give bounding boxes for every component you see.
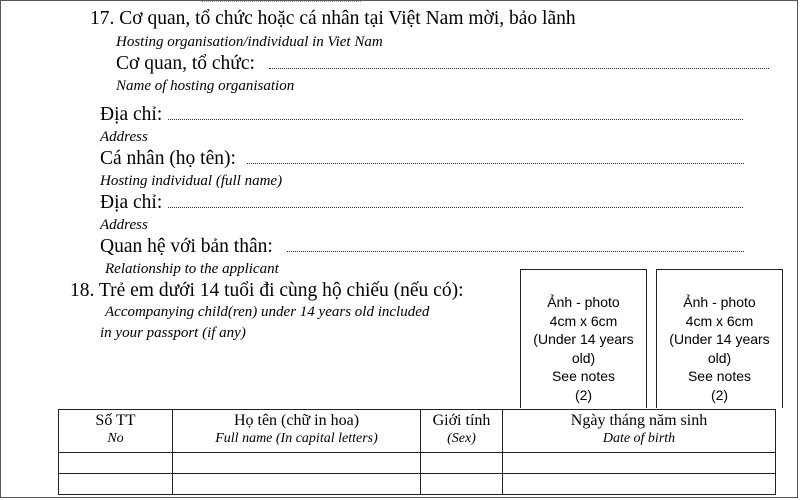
cell-date-of-birth[interactable] xyxy=(503,474,776,495)
cell-date-of-birth[interactable] xyxy=(503,453,776,474)
cell-full-name[interactable] xyxy=(173,453,421,474)
cell-full-name[interactable] xyxy=(173,474,421,495)
column-header-date-of-birth xyxy=(503,410,776,453)
item18-heading-en-line1: Accompanying child(ren) under 14 years old included xyxy=(105,304,430,320)
item18-heading: 18. Trẻ em dưới 14 tuổi đi cùng hộ chiếu (nếu có): xyxy=(70,280,464,301)
children-table xyxy=(58,409,776,495)
column-header-label: Số TT xyxy=(95,412,136,429)
column-header-full-name xyxy=(173,410,421,453)
column-header-label-en: Full name (In capital letters) xyxy=(215,431,378,446)
photo-label: Ảnh - photo xyxy=(683,294,756,310)
cell-no[interactable] xyxy=(59,474,173,495)
photo-see-notes: See notes xyxy=(551,368,616,384)
org-name-field[interactable] xyxy=(269,68,769,69)
individual-label-en: Hosting individual (full name) xyxy=(100,173,283,189)
photo-see-notes: See notes xyxy=(687,368,752,384)
photo-note-number: (2) xyxy=(710,386,729,403)
column-header-label: Giới tính xyxy=(432,412,491,429)
item17-heading-en: Hosting organisation/individual in Viet Nam xyxy=(116,34,383,50)
relationship-label-en: Relationship to the applicant xyxy=(105,261,279,277)
photo-age-note: (Under 14 years xyxy=(533,331,634,347)
column-header-label-en: (Sex) xyxy=(447,431,476,446)
photo-label: Ảnh - photo xyxy=(547,294,620,310)
item18-heading-en-line2: in your passport (if any) xyxy=(100,325,246,341)
ind-address-field[interactable] xyxy=(168,207,743,208)
column-header-label: Ngày tháng năm sinh xyxy=(570,412,708,429)
photo-age-note-cont: old) xyxy=(571,349,596,366)
org-address-field[interactable] xyxy=(168,119,743,120)
cell-sex[interactable] xyxy=(421,453,503,474)
relationship-field[interactable] xyxy=(287,251,744,252)
child-photo-box-1[interactable] xyxy=(520,269,647,408)
column-header-no xyxy=(59,410,173,453)
photo-size: 4cm x 6cm xyxy=(549,312,618,329)
individual-label: Cá nhân (họ tên): xyxy=(100,148,236,169)
item17-heading: 17. Cơ quan, tổ chức hoặc cá nhân tại Việt Nam mời, bảo lãnh xyxy=(90,8,576,29)
table-row xyxy=(59,453,776,474)
org-address-label-en: Address xyxy=(100,129,148,145)
org-label-en: Name of hosting organisation xyxy=(116,78,295,94)
ind-address-label-en: Address xyxy=(100,217,148,233)
photo-note-number: (2) xyxy=(574,386,593,403)
table-header-row xyxy=(59,410,776,453)
photo-age-note-cont: old) xyxy=(707,349,732,366)
org-address-label: Địa chỉ: xyxy=(100,104,163,125)
photo-size: 4cm x 6cm xyxy=(685,312,754,329)
photo-age-note: (Under 14 years xyxy=(669,331,770,347)
column-header-label: Họ tên (chữ in hoa) xyxy=(233,412,360,429)
table-row xyxy=(59,474,776,495)
column-header-label-en: Date of birth xyxy=(602,431,676,446)
relationship-label: Quan hệ với bản thân: xyxy=(100,236,273,257)
individual-name-field[interactable] xyxy=(247,163,744,164)
column-header-sex xyxy=(421,410,503,453)
ind-address-label: Địa chỉ: xyxy=(100,192,163,213)
child-photo-box-2[interactable] xyxy=(656,269,783,408)
previous-field-dotted-line xyxy=(201,0,361,2)
column-header-label-en: No xyxy=(107,431,124,446)
org-label: Cơ quan, tổ chức: xyxy=(116,53,255,74)
cell-sex[interactable] xyxy=(421,474,503,495)
cell-no[interactable] xyxy=(59,453,173,474)
